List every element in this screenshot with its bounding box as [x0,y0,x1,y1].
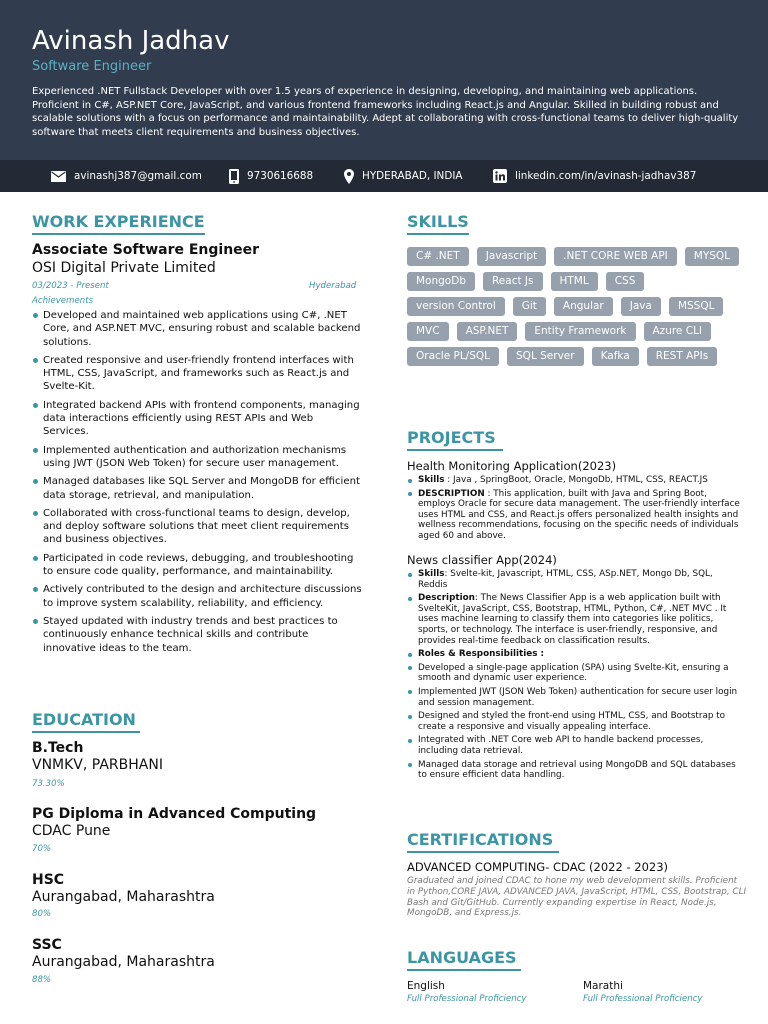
edu-school: Aurangabad, Maharashtra [32,889,215,905]
projects-heading: PROJECTS [407,428,496,447]
section-underline [407,449,503,451]
skill-chip: .NET CORE WEB API [554,247,677,266]
skills-label: Skills [418,475,445,485]
list-item [407,475,743,486]
project-skills: : Svelte-kit, Javascript, HTML, CSS, ASp.NET, Mongo Db, SQL, Reddis [418,569,713,590]
skill-chip: MYSQL [685,247,739,266]
candidate-title: Software Engineer [32,59,152,74]
list-item: Integrated with .NET Core web API to handle backend processes, including data retrieval. [407,735,743,756]
skills-list [407,247,747,366]
skill-chip: Git [513,297,546,316]
section-underline [32,233,205,235]
description-label: DESCRIPTION [418,488,485,499]
list-item [407,569,743,590]
list-item: Developed a single-page application (SPA) using Svelte-Kit, ensuring a smooth and dynamic user experience. [407,663,743,684]
skill-chip: Angular [554,297,613,316]
skill-chip: Java [621,297,661,316]
edu-degree: HSC [32,872,65,888]
contact-email[interactable] [51,160,202,192]
skills-label: Skills [418,569,445,579]
list-item [407,489,743,542]
work-experience-heading: WORK EXPERIENCE [32,212,205,231]
skill-chip: ASP.NET [457,322,518,341]
work-bullets [32,309,362,660]
project-description: : The News Classifier App is a web application built with SvelteKit, JavaScript, CSS, Bootstrap, HTML, Python, C#, .NET MVC . It uses machine learning to classify them into categories like politics, sports, or technology. The interface is user-friendly, responsive, and provides real-time feedback on classification results. [418,593,727,646]
location-pin-icon [344,169,354,184]
linkedin-icon [493,169,507,183]
language-name: Marathi [583,980,623,992]
skill-chip: MVC [407,322,449,341]
project-title: Health Monitoring Application(2023) [407,459,617,473]
edu-school: VNMKV, PARBHANI [32,757,163,773]
list-item: Managed databases like SQL Server and MongoDB for efficient data storage, retrieval, and manipulation. [32,475,362,502]
edu-score: 73.30% [32,779,65,789]
description-label: Description [418,593,475,604]
list-item [407,649,743,660]
section-underline [407,969,521,971]
skills-heading: SKILLS [407,212,469,231]
skill-chip: Entity Framework [525,322,635,341]
contact-location [344,160,463,192]
education-heading: EDUCATION [32,710,136,729]
skill-chip: Javascript [477,247,546,266]
section-underline [407,851,559,853]
skill-chip: SQL Server [507,347,584,366]
contact-linkedin[interactable] [493,160,696,192]
phone-text: 9730616688 [247,170,314,182]
phone-icon [229,169,239,184]
project-title: News classifier App(2024) [407,553,557,567]
job-dates: 03/2023 - Present [32,281,109,291]
envelope-icon [51,171,66,182]
list-item: Implemented authentication and authorization mechanisms using JWT (JSON Web Token) for secure user management. [32,444,362,471]
list-item: Created responsive and user-friendly frontend interfaces with HTML, CSS, JavaScript, and frameworks such as React.js and Svelte-Kit. [32,354,362,394]
edu-degree: SSC [32,937,62,953]
language-name: English [407,980,445,992]
list-item: Stayed updated with industry trends and best practices to continuously enhance technical skills and contribute innovative ideas to the team. [32,615,362,655]
edu-degree: B.Tech [32,740,84,756]
skill-chip: MSSQL [669,297,724,316]
skill-chip: MongoDb [407,272,475,291]
candidate-name: Avinash Jadhav [32,26,230,56]
skill-chip: CSS [606,272,645,291]
skill-chip: Kafka [592,347,639,366]
list-item: Actively contributed to the design and architecture discussions to improve system scalability, reliability, and efficiency. [32,583,362,610]
achievements-label: Achievements [32,296,94,306]
edu-school: Aurangabad, Maharashtra [32,954,215,970]
contact-phone[interactable] [229,160,313,192]
skill-chip: version Control [407,297,505,316]
section-underline [407,233,469,235]
list-item [407,593,743,646]
edu-score: 70% [32,844,52,854]
list-item: Developed and maintained web applications using C#, .NET Core, and ASP.NET MVC, ensuring robust and scalable backend solutions. [32,309,362,349]
languages-heading: LANGUAGES [407,948,517,967]
edu-score: 80% [32,909,52,919]
location-text: HYDERABAD, INDIA [362,170,463,182]
roles-label: Roles & Responsibilities : [418,649,545,660]
list-item: Designed and styled the front-end using HTML, CSS, and Bootstrap to create a responsive and visually appealing interface. [407,711,743,732]
skill-chip: Azure CLI [644,322,712,341]
skill-chip: Oracle PL/SQL [407,347,499,366]
edu-score: 88% [32,975,52,985]
summary: Experienced .NET Fullstack Developer with over 1.5 years of experience in designing, developing, and maintaining web applications. Proficient in C#, ASP.NET Core, JavaScript, and various frontend frameworks including React.js and Angular. Skilled in building robust and scalable solutions with a focus on performance and maintainability. Adept at collaborating with cross-functional teams to deliver high-quality software that meets client requirements and business objectives. [32,86,739,138]
resume-header [0,0,768,160]
list-item: Implemented JWT (JSON Web Token) authentication for secure user login and session management. [407,687,743,708]
contact-bar [0,160,768,192]
list-item: Collaborated with cross-functional teams to design, develop, and deploy software solutions that meet client requirements and business objectives. [32,507,362,547]
project-skills: : Java , SpringBoot, Oracle, MongoDb, HTML, CSS, REACT.JS [444,475,708,485]
edu-school: CDAC Pune [32,823,111,839]
linkedin-text: linkedin.com/in/avinash-jadhav387 [515,170,697,182]
skill-chip: React Js [483,272,543,291]
language-level: Full Professional Proficiency [407,994,527,1004]
language-level: Full Professional Proficiency [583,994,703,1004]
certifications-heading: CERTIFICATIONS [407,830,554,849]
skill-chip: REST APIs [647,347,717,366]
job-title: Associate Software Engineer [32,242,260,258]
project-details [407,569,743,784]
certification-description: Graduated and joined CDAC to hone my web development skills. Proficient in Python,CORE JAVA, ADVANCED JAVA, JavaScript, HTML, CSS, Bootstrap, CLI Bash and Git/GitHub. Currently expanding expertise in React, Node.js, MongoDB, and Express.js. [407,876,747,919]
list-item: Integrated backend APIs with frontend components, managing data interactions efficiently using REST APIs and Web Services. [32,399,362,439]
list-item: Participated in code reviews, debugging, and troubleshooting to ensure code quality, performance, and maintainability. [32,552,362,579]
section-underline [32,731,140,733]
skill-chip: C# .NET [407,247,469,266]
email-text: avinashj387@gmail.com [74,170,202,182]
project-description: : This application, built with Java and Spring Boot, employs Oracle for secure data management. The user-friendly interface uses HTML and CSS, and React.js offers personalized health insights and wellness recommendations, focusing on the specific needs of individuals aged 60 and above. [418,488,740,541]
company-name: OSI Digital Private Limited [32,260,216,276]
certification-title: ADVANCED COMPUTING- CDAC (2022 - 2023) [407,860,669,874]
project-details [407,475,743,545]
list-item: Managed data storage and retrieval using MongoDB and SQL databases to ensure efficient data handling. [407,760,743,781]
job-location: Hyderabad [309,281,357,291]
edu-degree: PG Diploma in Advanced Computing [32,806,317,822]
skill-chip: HTML [551,272,598,291]
